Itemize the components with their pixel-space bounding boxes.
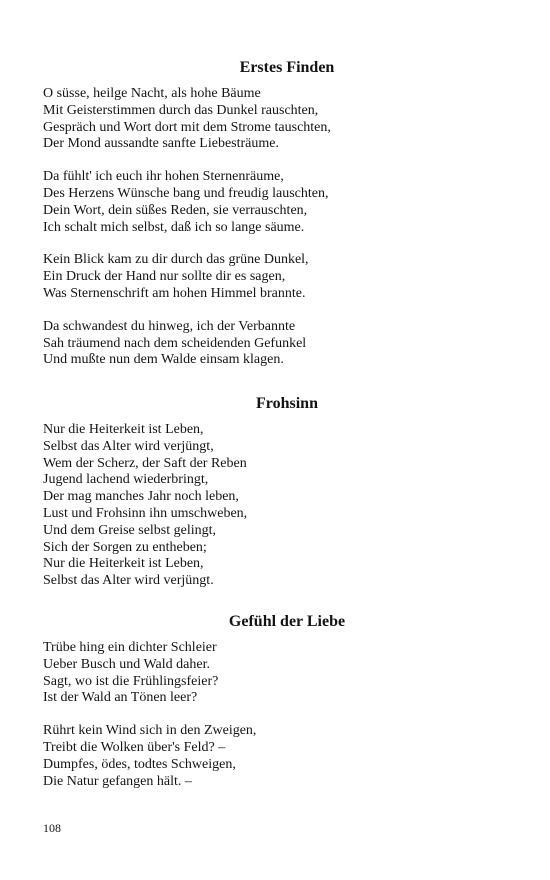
verse-line: Ich schalt mich selbst, daß ich so lange säume. [43, 219, 305, 235]
verse-line: Selbst das Alter wird verjüngt, [43, 438, 214, 454]
stanza [43, 252, 513, 302]
verse-line: Nur die Heiterkeit ist Leben, [43, 422, 204, 437]
verse-line: Jugend lachend wiederbringt, [43, 472, 209, 488]
verse-line: Da fühlt' ich euch ihr hohen Sternenräume, [43, 169, 284, 185]
verse-line: Des Herzens Wünsche bang und freudig lauschten, [43, 185, 329, 201]
stanza [43, 723, 513, 790]
poem-title: Erstes Finden [239, 59, 335, 76]
page-number: 108 [43, 821, 61, 835]
verse-line: Und dem Greise selbst gelingt, [43, 522, 217, 538]
stanza [43, 319, 513, 369]
verse-line: Und mußte nun dem Walde einsam klagen. [43, 352, 284, 368]
verse-line: Treibt die Wolken über's Feld? – [43, 739, 226, 755]
verse-line: Selbst das Alter wird verjüngt. [43, 573, 214, 589]
stanza [43, 169, 513, 236]
poem-frohsinn [43, 394, 513, 590]
verse-line: Ist der Wald an Tönen leer? [43, 690, 198, 706]
verse-line: Dumpfes, ödes, todtes Schweigen, [43, 756, 236, 772]
verse-line: Nur die Heiterkeit ist Leben, [43, 556, 204, 572]
verse-line: Der Mond aussandte sanfte Liebesträume. [43, 136, 279, 152]
verse-line: Dein Wort, dein süßes Reden, sie verrauschten, [43, 202, 308, 218]
verse-line: Wem der Scherz, der Saft der Reben [43, 455, 247, 471]
verse-line: Lust und Frohsinn ihn umschweben, [43, 505, 248, 521]
verse-line: O süsse, heilge Nacht, als hohe Bäume [43, 86, 261, 101]
verse-line: Was Sternenschrift am hohen Himmel brannte. [43, 285, 306, 301]
verse-line: Sich der Sorgen zu entheben; [43, 539, 207, 555]
verse-line: Ueber Busch und Wald daher. [43, 656, 210, 672]
stanza [43, 86, 513, 153]
verse-line: Die Natur gefangen hält. – [43, 773, 192, 789]
poem-title: Frohsinn [256, 395, 318, 412]
verse-line: Sagt, wo ist die Frühlingsfeier? [43, 673, 219, 689]
verse-line: Trübe hing ein dichter Schleier [43, 640, 217, 655]
verse-line: Da schwandest du hinweg, ich der Verbannte [43, 318, 296, 334]
verse-line: Mit Geisterstimmen durch das Dunkel rauschten, [43, 102, 319, 118]
verse-line: Der mag manches Jahr noch leben, [43, 489, 239, 505]
verse-line: Sah träumend nach dem scheidenden Gefunkel [43, 335, 307, 351]
verse-line: Gespräch und Wort dort mit dem Strome tauschten, [43, 119, 331, 135]
poem-title: Gefühl der Liebe [228, 613, 346, 630]
stanza [43, 422, 513, 590]
poem-erstes-finden [43, 58, 513, 369]
verse-line: Rührt kein Wind sich in den Zweigen, [43, 723, 257, 739]
stanza [43, 640, 513, 707]
poem-gefuehl-der-liebe [43, 612, 513, 790]
verse-line: Ein Druck der Hand nur sollte dir es sagen, [43, 269, 286, 285]
verse-line: Kein Blick kam zu dir durch das grüne Dunkel, [43, 252, 309, 268]
